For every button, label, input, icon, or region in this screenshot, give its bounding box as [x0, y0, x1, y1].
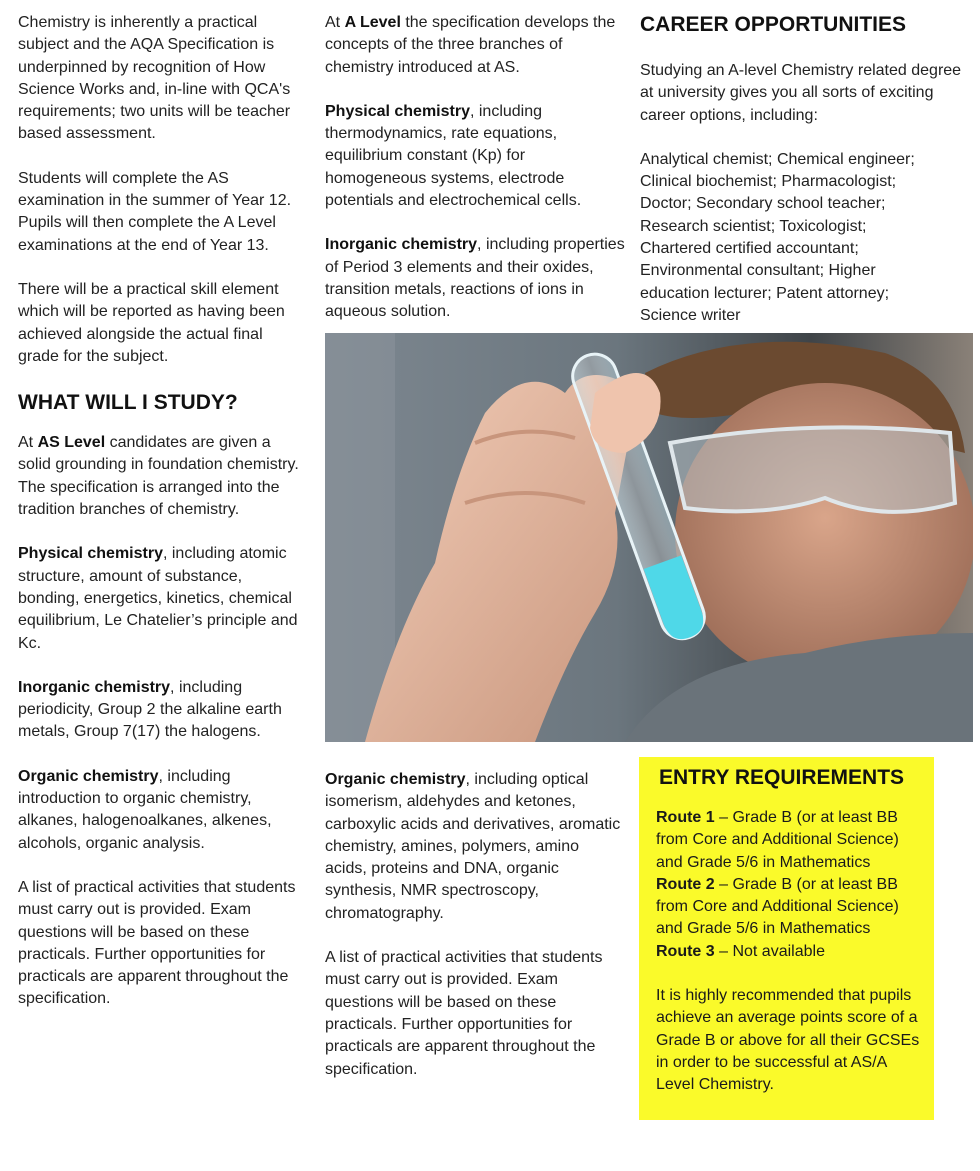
a-inorganic-chemistry-paragraph [325, 234, 625, 323]
as-inorganic-chemistry-paragraph [18, 677, 306, 744]
as-level-pre: At [18, 434, 38, 452]
middle-column-bottom [325, 769, 625, 1081]
what-will-i-study-heading: WHAT WILL I STUDY? [18, 391, 238, 415]
spacer [656, 963, 924, 985]
entry-requirements-box [639, 757, 934, 1120]
a-level-pre: At [325, 14, 345, 31]
intro-paragraph-3: There will be a practical skill element which will be reported as having been achieved alongside the actual final grade for the subject. [18, 280, 285, 365]
route-2-text: – Grade B (or at least BB from Core and Additional Science) and Grade 5/6 in Mathematics [656, 875, 899, 938]
as-level-text: candidates are given a solid grounding in foundation chemistry. The specification is arranged into the tradition branches of chemistry. [18, 434, 299, 519]
as-organic-text: , including introduction to organic chemistry, alkanes, halogenoalkanes, alkenes, alcohols, organic analysis. [18, 767, 272, 852]
a-organic-label: Organic chemistry [325, 771, 466, 788]
as-level-label: AS Level [37, 434, 106, 452]
safety-goggles [670, 427, 955, 512]
career-intro-paragraph: Studying an A-level Chemistry related degree at university gives you all sorts of exciting career options, including: [640, 62, 962, 124]
a-level-paragraph [325, 12, 625, 79]
route-1-text: – Grade B (or at least BB from Core and Additional Science) and Grade 5/6 in Mathematics [656, 809, 899, 871]
a-inorganic-label: Inorganic chemistry [325, 236, 478, 254]
intro-paragraph-2: Students will complete the AS examination in the summer of Year 12. Pupils will then complete the A Level examinations at the end of Year 13. [18, 169, 292, 254]
as-physical-text: , including atomic structure, amount of substance, bonding, energetics, kinetics, chemical equilibrium, Le Chatelier’s principle and Kc. [18, 545, 298, 652]
a-organic-chemistry-paragraph [325, 769, 625, 925]
as-inorganic-label: Inorganic chemistry [18, 678, 171, 696]
as-organic-chemistry-paragraph [18, 766, 306, 855]
a-level-label: A Level [344, 14, 401, 31]
left-column [18, 12, 306, 1011]
route-2-label: Route 2 [656, 875, 715, 893]
right-column-top [640, 12, 970, 327]
route-2 [656, 874, 924, 941]
recommendation-paragraph: It is highly recommended that pupils achieve an average points score of a Grade B or above for all their GCSEs in order to be successful at AS/A Level Chemistry. [656, 987, 920, 1094]
route-3-label: Route 3 [656, 942, 715, 960]
route-3 [656, 941, 924, 963]
photo-illustration [325, 333, 973, 742]
a-practical-paragraph: A list of practical activities that students must carry out is provided. Exam questions will be based on these practicals. Further opportunities for practicals are apparent throughout the specification. [325, 949, 603, 1078]
route-1 [656, 807, 924, 874]
entry-requirements-heading: ENTRY REQUIREMENTS [659, 766, 905, 789]
a-level-text: the specification develops the concepts of the three branches of chemistry introduced at AS. [325, 14, 616, 76]
as-physical-chemistry-paragraph [18, 543, 306, 654]
a-organic-text: , including optical isomerism, aldehydes and ketones, carboxylic acids and derivatives, aromatic chemistry, amines, polymers, amino acids, proteins and DNA, organic synthesis, NMR spectroscopy, chromatography. [325, 771, 621, 922]
career-opportunities-heading: CAREER OPPORTUNITIES [640, 13, 907, 36]
a-physical-chemistry-paragraph [325, 101, 625, 212]
as-physical-label: Physical chemistry [18, 545, 163, 563]
as-inorganic-text: , including periodicity, Group 2 the alkaline earth metals, Group 7(17) the halogens. [18, 678, 282, 741]
a-inorganic-text: , including properties of Period 3 elements and their oxides, transition metals, reactions of ions in aqueous solution. [325, 236, 625, 321]
career-list: Analytical chemist; Chemical engineer; Clinical biochemist; Pharmacologist; Doctor; Secondary school teacher; Research scientist; Toxicologist; Chartered certified accountant; Environmental consultant; Higher education lecturer; Patent attorney; Science writer [640, 150, 915, 324]
as-organic-label: Organic chemistry [18, 767, 159, 785]
middle-column-top [325, 12, 625, 324]
intro-paragraph-1: Chemistry is inherently a practical subject and the AQA Specification is underpinned by recognition of How Science Works and, in-line with QCA's requirements; two units will be teacher based assessment. [18, 14, 291, 143]
route-3-text: – Not available [714, 942, 825, 960]
as-practical-paragraph: A list of practical activities that students must carry out is provided. Exam questions will be based on these practicals. Further opportunities for practicals are apparent throughout the specification. [18, 878, 296, 1008]
route-1-label: Route 1 [656, 809, 715, 826]
student-test-tube-photo [325, 333, 973, 742]
a-physical-text: , including thermodynamics, rate equations, equilibrium constant (Kp) for homogeneous systems, electrode potentials and electrochemical cells. [325, 102, 582, 210]
as-level-paragraph [18, 432, 306, 521]
a-physical-label: Physical chemistry [325, 102, 470, 120]
